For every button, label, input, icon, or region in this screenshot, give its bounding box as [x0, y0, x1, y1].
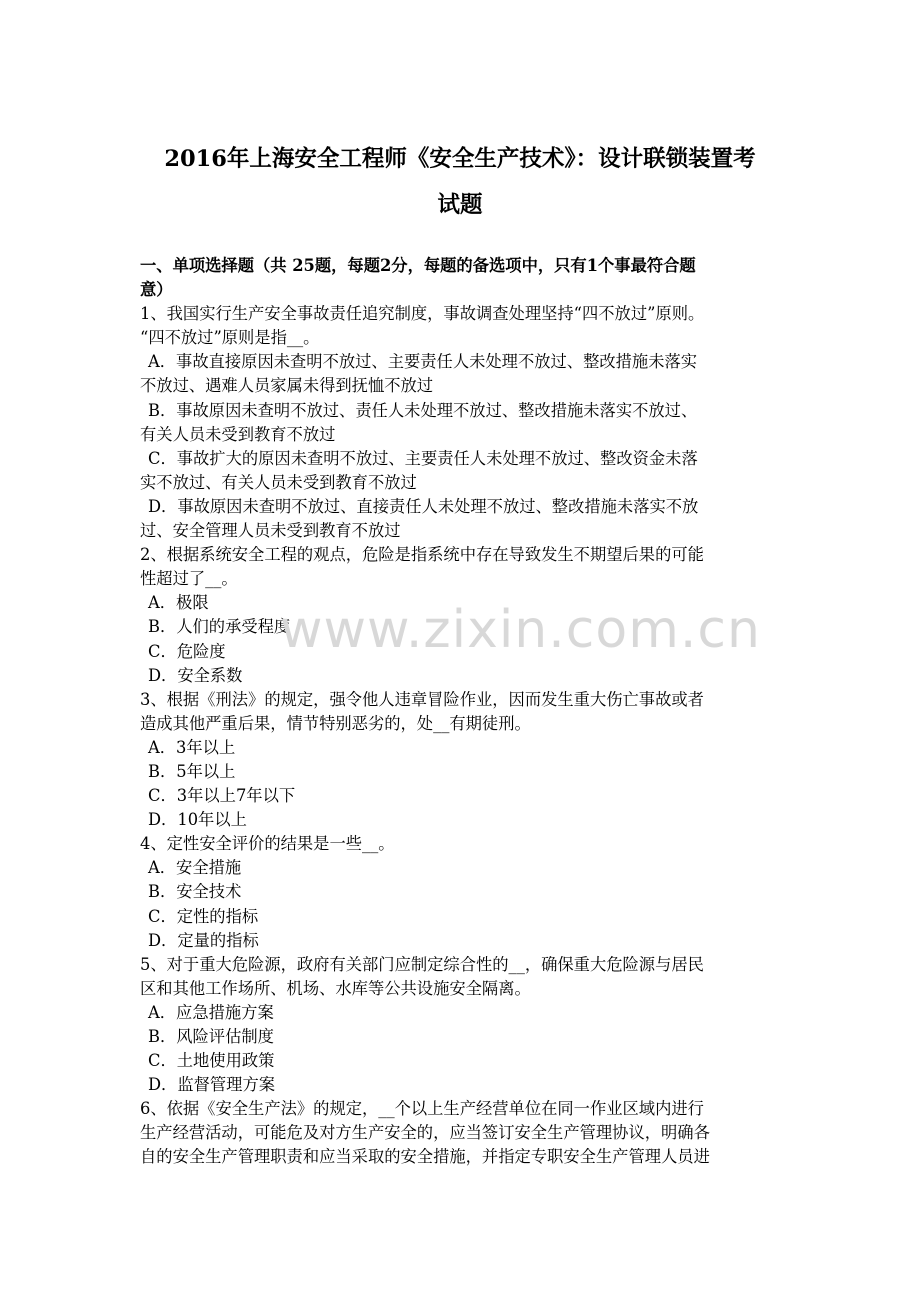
question-text-line: 6、依据《安全生产法》的规定，__个以上生产经营单位在同一作业区域内进行 — [140, 1099, 704, 1119]
answer-option-line: A．3年以上 — [148, 737, 236, 757]
answer-option-line: C．定性的指标 — [148, 906, 259, 926]
answer-option-line: B．风险评估制度 — [148, 1027, 274, 1046]
answer-option-line: C．土地使用政策 — [148, 1051, 275, 1071]
answer-option-line: A．应急措施方案 — [148, 1002, 274, 1022]
question-text-line: 实不放过、有关人员未受到教育不放过 — [140, 472, 417, 492]
title-line-1: 2016年上海安全工程师《安全生产技术》：设计联锁装置考 — [164, 146, 756, 172]
answer-option-line: B．5年以上 — [148, 761, 236, 781]
answer-option-line: D．事故原因未查明不放过、直接责任人未处理不放过、整改措施未落实不放 — [148, 496, 699, 516]
question-text-line: “四不放过”原则是指__。 — [140, 328, 320, 348]
answer-option-line: D．定量的指标 — [148, 930, 259, 950]
answer-option-line: A．极限 — [148, 593, 209, 613]
question-text-line: 4、定性安全评价的结果是一些__。 — [140, 834, 395, 854]
answer-option-line: C．3年以上7年以下 — [148, 786, 296, 806]
answer-option-line: A．安全措施 — [148, 858, 242, 878]
question-text-line: 性超过了__。 — [140, 569, 238, 589]
question-text-line: 5、对于重大危险源，政府有关部门应制定综合性的__，确保重大危险源与居民 — [140, 954, 704, 974]
answer-option-line: D．监督管理方案 — [148, 1075, 276, 1095]
section-heading-line-1: 一、单项选择题（共 25题，每题2分，每题的备选项中，只有1个事最符合题 — [140, 256, 696, 275]
question-text-line: 自的安全生产管理职责和应当采取的安全措施，并指定专职安全生产管理人员进 — [140, 1147, 710, 1167]
question-text-line: 不放过、遇难人员家属未得到抚恤不放过 — [140, 376, 434, 396]
question-text-line: 过、安全管理人员未受到教育不放过 — [140, 521, 401, 541]
question-text-line: 3、根据《刑法》的规定，强令他人违章冒险作业，因而发生重大伤亡事故或者 — [140, 689, 704, 709]
answer-option-line: D．10年以上 — [148, 810, 247, 830]
answer-option-line: C．危险度 — [148, 641, 226, 661]
answer-option-line: A．事故直接原因未查明不放过、主要责任人未处理不放过、整改措施未落实 — [148, 352, 698, 372]
answer-option-line: C．事故扩大的原因未查明不放过、主要责任人未处理不放过、整改资金未落 — [148, 448, 698, 468]
answer-option-line: D．安全系数 — [148, 665, 243, 685]
question-text-line: 区和其他工作场所、机场、水库等公共设施安全隔离。 — [140, 978, 531, 998]
watermark: www.zixin.com.cn — [280, 600, 761, 660]
answer-option-line: B．人们的承受程度 — [148, 617, 291, 637]
document-body — [140, 254, 810, 1170]
document-title — [120, 136, 800, 228]
question-text-line: 生产经营活动，可能危及对方生产安全的，应当签订安全生产管理协议，明确各 — [140, 1123, 710, 1143]
title-line-2: 试题 — [437, 192, 483, 218]
answer-option-line: B．安全技术 — [148, 882, 242, 902]
question-text-line: 2、根据系统安全工程的观点，危险是指系统中存在导致发生不期望后果的可能 — [140, 545, 704, 565]
section-heading-line-2: 意） — [140, 280, 173, 300]
section-heading — [140, 254, 810, 302]
question-text-line: 1、我国实行生产安全事故责任追究制度，事故调查处理坚持“四不放过”原则。 — [140, 304, 705, 324]
question-text-line: 造成其他严重后果，情节特别恶劣的，处__有期徒刑。 — [140, 713, 531, 733]
answer-option-line: B．事故原因未查明不放过、责任人未处理不放过、整改措施未落实不放过、 — [148, 400, 698, 420]
question-list — [140, 302, 810, 1169]
question-text-line: 有关人员未受到教育不放过 — [140, 424, 336, 444]
